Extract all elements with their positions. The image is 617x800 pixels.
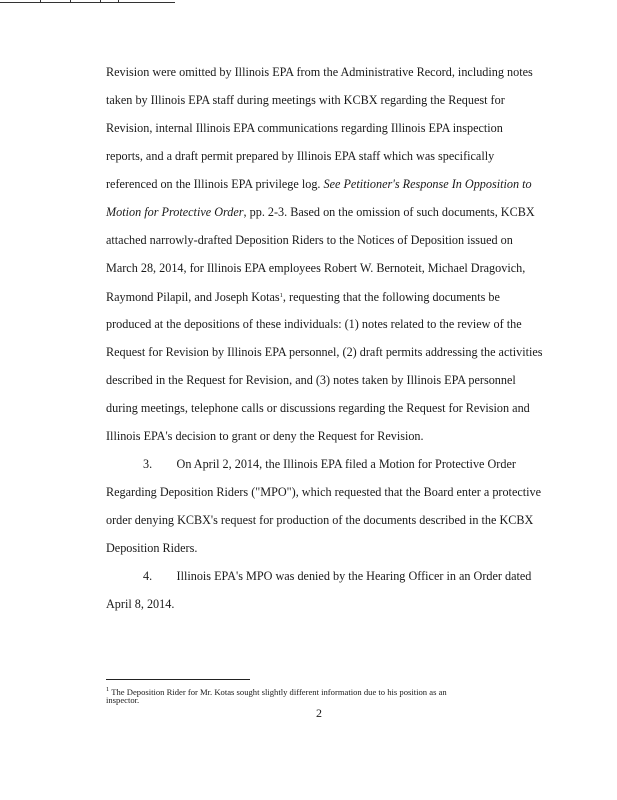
footnote-line: inspector. [106, 695, 140, 705]
body-line [106, 204, 535, 220]
body-line: Revision, internal Illinois EPA communications regarding Illinois EPA inspection [106, 121, 503, 135]
body-line: taken by Illinois EPA staff during meetings with KCBX regarding the Request for [106, 93, 505, 107]
body-line: Regarding Deposition Riders ("MPO"), which requested that the Board enter a protective [106, 485, 542, 499]
paragraph-4-start: 4. Illinois EPA's MPO was denied by the Hearing Officer in an Order dated [143, 569, 532, 583]
scan-tick-mark [118, 0, 119, 3]
scan-tick-mark [70, 0, 71, 3]
body-line [106, 176, 532, 192]
body-line: Deposition Riders. [106, 541, 198, 555]
body-text: referenced on the Illinois EPA privilege log. [106, 177, 324, 191]
footnote-reference: 1 [279, 292, 283, 299]
scan-tick-mark [100, 0, 101, 3]
body-line: reports, and a draft permit prepared by Illinois EPA staff which was specifically [106, 149, 495, 163]
paragraph-3-start: 3. On April 2, 2014, the Illinois EPA filed a Motion for Protective Order [143, 457, 516, 471]
body-line: produced at the depositions of these individuals: (1) notes related to the review of the [106, 317, 522, 331]
scan-tick-mark [40, 0, 41, 3]
body-line: Revision were omitted by Illinois EPA from the Administrative Record, including notes [106, 65, 533, 79]
body-line: attached narrowly-drafted Deposition Riders to the Notices of Deposition issued on [106, 233, 513, 247]
body-text: Raymond Pilapil, and Joseph Kotas [106, 290, 280, 304]
footnote-marker: 1 [106, 686, 110, 693]
body-line: order denying KCBX's request for production of the documents described in the KCBX [106, 513, 534, 527]
body-text: , requesting that the following documents be [282, 290, 500, 304]
page-number: 2 [316, 706, 322, 720]
body-line: described in the Request for Revision, and (3) notes taken by Illinois EPA personnel [106, 373, 516, 387]
body-text: , pp. 2-3. Based on the omission of such documents, KCBX [243, 205, 535, 219]
scan-top-rule [0, 2, 175, 3]
case-citation: Motion for Protective Order [106, 205, 244, 219]
body-line [106, 288, 500, 305]
body-line: Request for Revision by Illinois EPA personnel, (2) draft permits addressing the activities [106, 345, 543, 359]
body-line: March 28, 2014, for Illinois EPA employees Robert W. Bernoteit, Michael Dragovich, [106, 261, 526, 275]
footnote-separator [106, 679, 250, 680]
body-line: Illinois EPA's decision to grant or deny the Request for Revision. [106, 429, 424, 443]
body-line: during meetings, telephone calls or discussions regarding the Request for Revision and [106, 401, 530, 415]
case-citation: See Petitioner's Response In Opposition to [323, 177, 532, 191]
footnote-text: The Deposition Rider for Mr. Kotas sought slightly different information due to his position as an [109, 687, 447, 697]
body-line: April 8, 2014. [106, 597, 175, 611]
